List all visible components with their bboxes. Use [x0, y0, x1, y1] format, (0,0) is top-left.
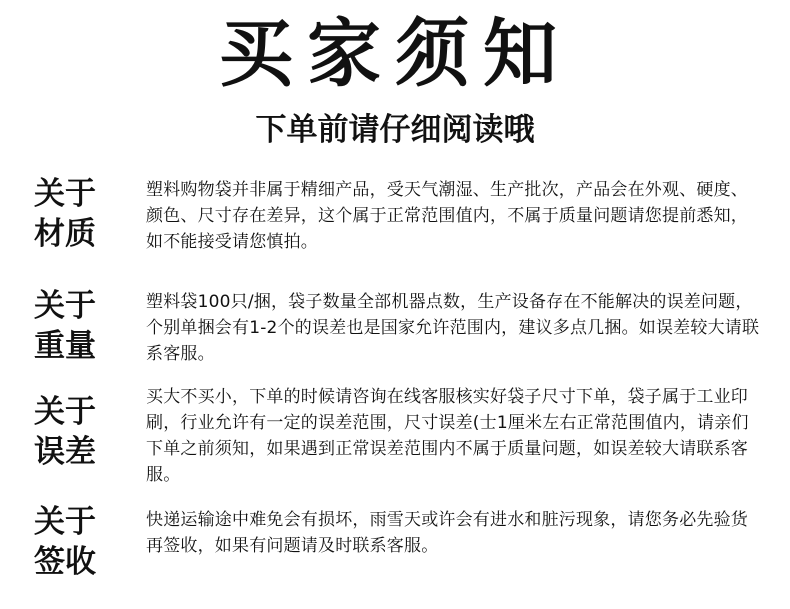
- section-heading: [34, 392, 114, 472]
- section-heading-line1: 关于: [34, 504, 96, 540]
- section-heading-line2: 重量: [34, 328, 96, 364]
- section-heading-line2: 材质: [34, 216, 96, 252]
- page-title: 买家须知: [219, 11, 571, 97]
- section-heading-line1: 关于: [34, 176, 96, 212]
- section-heading-line2: 签收: [34, 544, 96, 580]
- section-heading: [34, 286, 114, 366]
- section-body: 塑料袋100只/捆，袋子数量全部机器点数，生产设备存在不能解决的误差问题，个别单捆会有1-2个的误差也是国家允许范围内，建议多点几捆。如误差较大请联系客服。: [146, 292, 760, 364]
- section-body: 塑料购物袋并非属于精细产品，受天气潮湿、生产批次，产品会在外观、硬度、颜色、尺寸存在差异，这个属于正常范围值内，不属于质量问题请您提前悉知，如不能接受请您慎拍。: [146, 180, 748, 252]
- page-subtitle: 下单前请仔细阅读哦: [255, 112, 535, 148]
- section-body: 买大不买小，下单的时候请咨询在线客服核实好袋子尺寸下单，袋子属于工业印刷，行业允许有一定的误差范围，尺寸误差(士1厘米左右正常范围值内，请亲们下单之前须知，如果遇到正常误差范围内不属于质量问题，如误差较大请联系客服。: [146, 387, 749, 485]
- section-heading: [34, 174, 114, 254]
- section-heading-line1: 关于: [34, 394, 96, 430]
- section-heading-line2: 误差: [34, 434, 96, 470]
- section-heading: [34, 502, 114, 582]
- section-body: 快递运输途中难免会有损坏，雨雪天或许会有进水和脏污现象，请您务必先验货再签收，如果有问题请及时联系客服。: [146, 510, 748, 556]
- section-heading-line1: 关于: [34, 288, 96, 324]
